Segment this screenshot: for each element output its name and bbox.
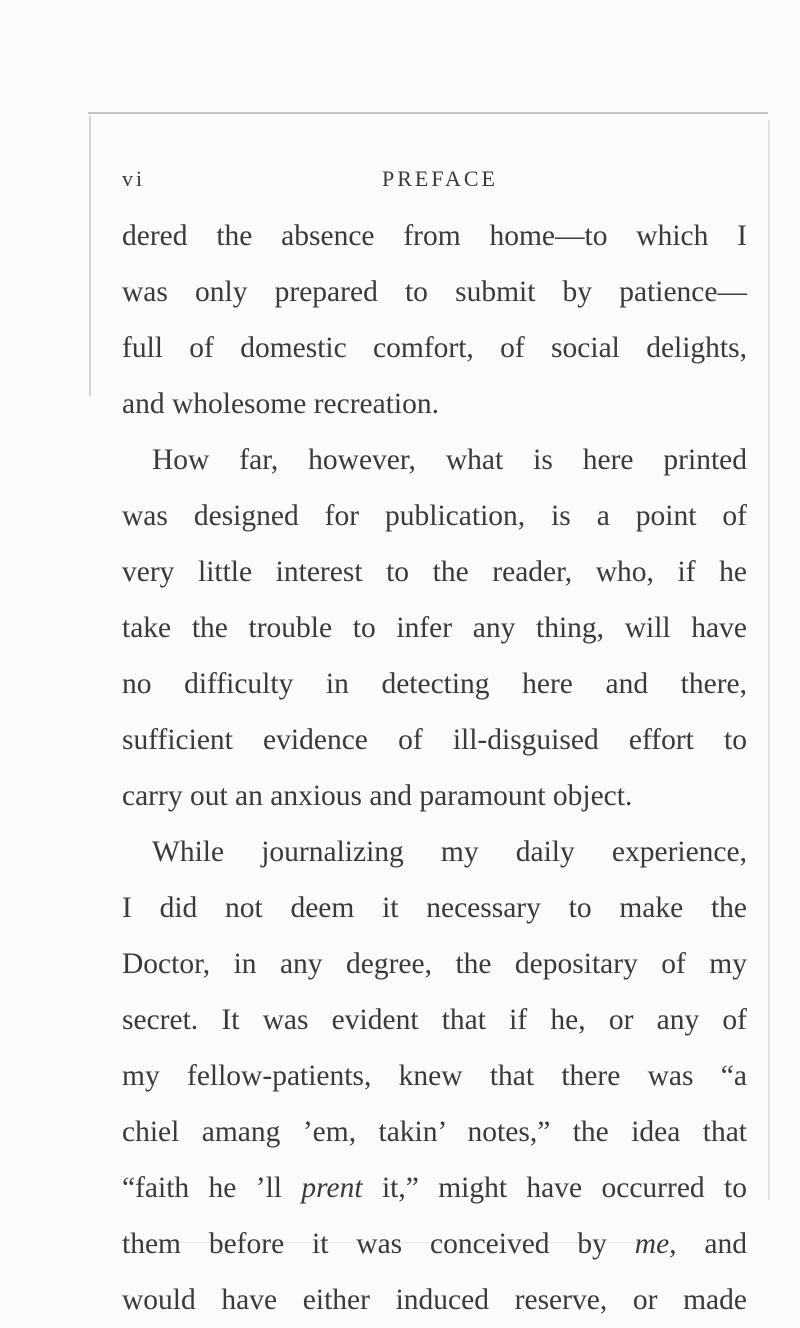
text-run: it,” might have occurred to <box>381 1172 748 1204</box>
text-line: How far, however, what is here printed <box>152 444 747 476</box>
text-line: Doctor, in any degree, the depositary of my <box>122 948 747 980</box>
page-edge-right <box>768 120 770 1200</box>
text-line: no difficulty in detecting here and there, <box>122 668 747 700</box>
text-line: full of domestic comfort, of social delights, <box>122 332 747 364</box>
page-number: vi <box>122 166 146 191</box>
top-rule <box>88 112 768 114</box>
text-line: While journalizing my daily experience, <box>152 836 747 868</box>
text-line: chiel amang ’em, takin’ notes,” the idea that <box>122 1116 747 1148</box>
text-line: I did not deem it necessary to make the <box>122 892 747 924</box>
italic-word: prent <box>301 1172 363 1204</box>
text-line: secret. It was evident that if he, or any of <box>122 1004 747 1036</box>
text-run: and <box>704 1228 748 1260</box>
body-text <box>122 208 747 1328</box>
text-line: was designed for publication, is a point of <box>122 500 747 532</box>
text-line: very little interest to the reader, who, if he <box>122 556 747 588</box>
text-run: “faith he ’ll <box>122 1172 282 1204</box>
text-line: and wholesome recreation. <box>122 388 439 420</box>
text-line: sufficient evidence of ill-disguised effort to <box>122 724 747 756</box>
italic-word: me, <box>634 1228 677 1260</box>
text-line <box>122 1216 747 1272</box>
page-header <box>122 166 747 194</box>
running-head: PREFACE <box>382 166 498 191</box>
text-line: was only prepared to submit by patience— <box>122 276 747 308</box>
page-edge-left <box>89 116 91 396</box>
text-run: them before it was conceived by <box>122 1228 607 1260</box>
text-line: my fellow-patients, knew that there was “a <box>122 1060 747 1092</box>
text-line: take the trouble to infer any thing, will have <box>122 612 747 644</box>
text-line: carry out an anxious and paramount object. <box>122 780 633 812</box>
text-line <box>122 1160 747 1216</box>
text-line: would have either induced reserve, or made <box>122 1284 747 1316</box>
text-line: dered the absence from home—to which I <box>122 220 747 252</box>
